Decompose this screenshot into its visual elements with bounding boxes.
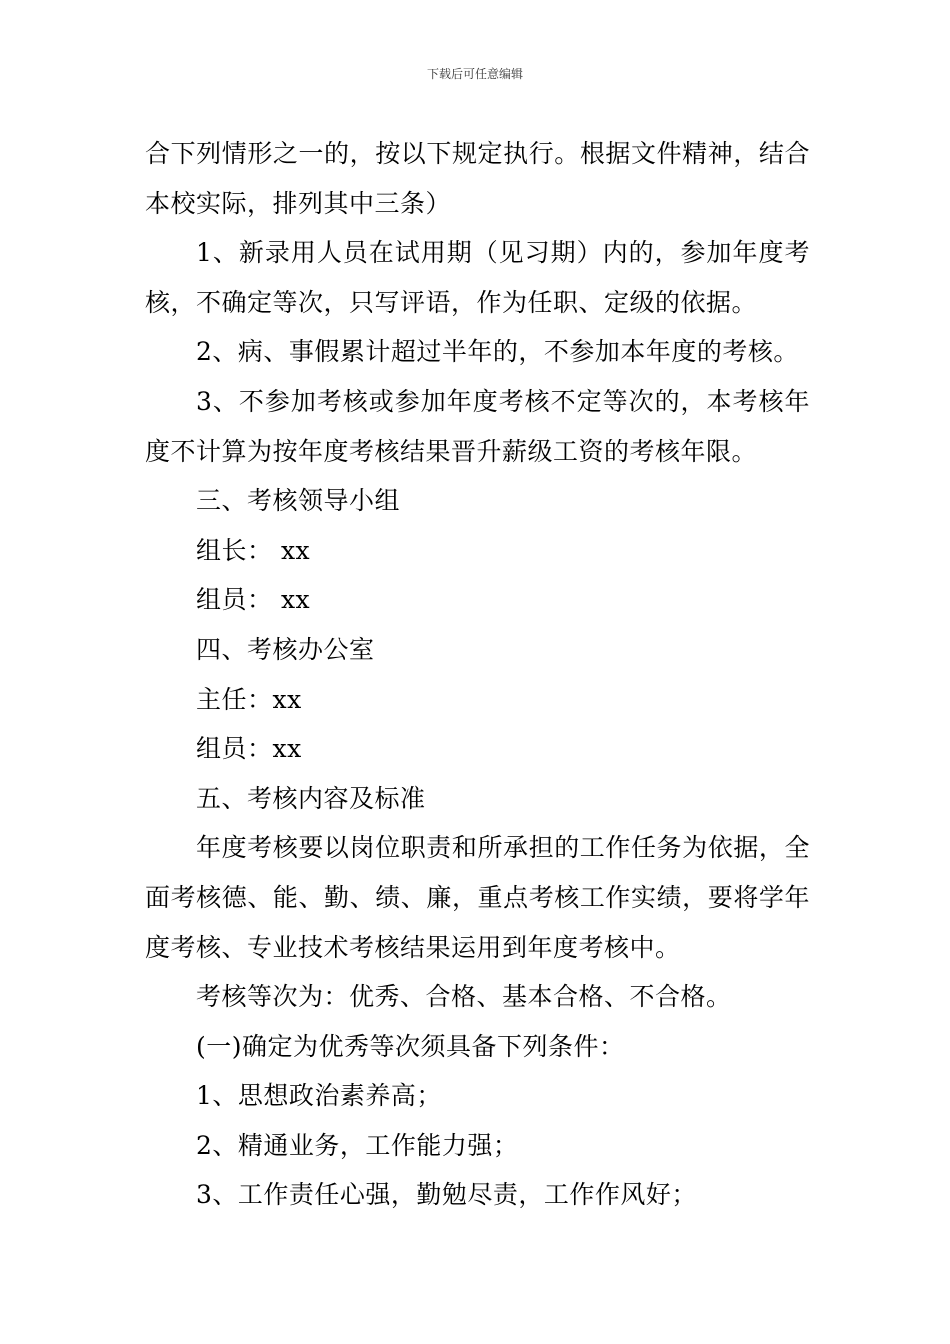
document-body [145,129,810,1220]
paragraph-continuation: 合下列情形之一的，按以下规定执行。根据文件精神，结合本校实际，排列其中三条） [145,139,810,218]
section-heading-content-standards: 五、考核内容及标准 [196,783,426,813]
paragraph-office-members: 组员：xx [196,734,302,764]
paragraph-group-members: 组员： xx [196,585,311,615]
list-item-condition-1: 1、思想政治素养高； [196,1081,442,1111]
paragraph-office-director: 主任：xx [196,684,302,714]
paragraph-item-3: 3、不参加考核或参加年度考核不定等次的，本考核年度不计算为按年度考核结果晋升薪级工资的考核年限。 [145,386,810,466]
section-heading-office: 四、考核办公室 [196,634,375,664]
page-header: 下载后可任意编辑 [426,67,523,81]
paragraph-assessment-basis: 年度考核要以岗位职责和所承担的工作任务为依据，全面考核德、能、勤、绩、廉，重点考核工作实绩，要将学年度考核、专业技术考核结果运用到年度考核中。 [145,833,810,962]
paragraph-item-2: 2、病、事假累计超过半年的，不参加本年度的考核。 [196,337,799,367]
subheading-excellent-conditions: (一)确定为优秀等次须具备下列条件： [196,1031,625,1061]
paragraph-item-1: 1、新录用人员在试用期（见习期）内的，参加年度考核，不确定等次，只写评语，作为任职、定级的依据。 [145,238,810,317]
paragraph-group-leader: 组长： xx [196,535,311,565]
section-heading-leadership-group: 三、考核领导小组 [196,486,401,516]
list-item-condition-3: 3、工作责任心强，勤勉尽责，工作作风好； [196,1180,697,1210]
paragraph-assessment-grades: 考核等次为：优秀、合格、基本合格、不合格。 [196,982,732,1012]
list-item-condition-2: 2、精通业务，工作能力强； [196,1130,519,1160]
